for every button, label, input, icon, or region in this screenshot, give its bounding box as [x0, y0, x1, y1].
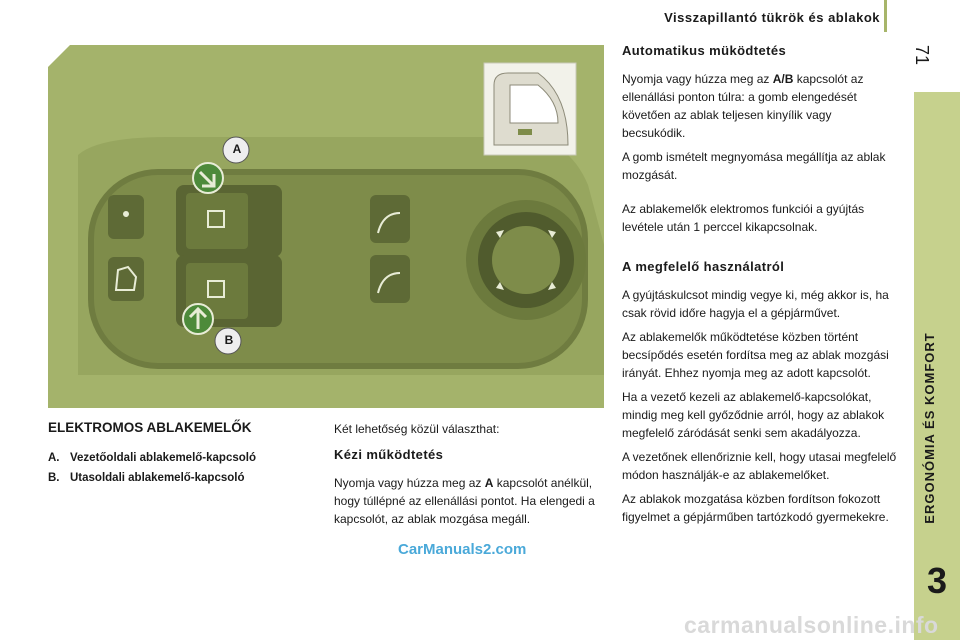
- chapter-number: 3: [926, 560, 948, 601]
- figure-label-b: B: [224, 333, 234, 347]
- figure-label-a: A: [232, 142, 242, 156]
- watermark-carmanualsonline: carmanualsonline.info: [684, 612, 939, 638]
- manual-paragraph: Nyomja vagy húzza meg az A kapcsolót anélkül, hogy túllépné az ellenállási pontot. Ha elengedi a kapcsolót, az ablak mozgása megáll.: [334, 476, 595, 526]
- use-paragraph-2: Az ablakemelők működtetése közben történt becsípődés esetén fordítsa meg az ablak mozgási irányát. Ehhez nyomja meg az adott kapcsolót.: [622, 330, 889, 380]
- auto-heading: Automatikus müködtetés: [622, 43, 787, 58]
- legend-item: [48, 468, 256, 488]
- use-paragraph-4: A vezetőnek ellenőriznie kell, hogy utasai megfelelő módon használják-e az ablakemelőket.: [622, 450, 897, 482]
- right-column: [622, 42, 898, 532]
- use-paragraph-5: Az ablakok mozgatása közben fordítson fokozott figyelmet a gépjárműben tartózkodó gyermekekre.: [622, 492, 889, 524]
- running-header: Visszapillantó tükrök és ablakok: [664, 10, 880, 25]
- legend-text: Utasoldali ablakemelő-kapcsoló: [70, 472, 245, 484]
- auto-paragraph-1: Nyomja vagy húzza meg az A/B kapcsolót az ellenállási ponton túlra: a gomb elengedését követően az ablak teljesen kinyílik vagy becsukódik.: [622, 72, 864, 140]
- middle-column: [334, 420, 599, 534]
- use-paragraph-1: A gyújtáskulcsot mindig vegye ki, még akkor is, ha csak rövid időre hagyja el a gépjárművet.: [622, 288, 889, 320]
- use-heading: A megfelelő használatról: [622, 259, 785, 274]
- section-title: ELEKTROMOS ABLAKEMELŐK: [48, 420, 252, 435]
- intro-text: Két lehetőség közül választhat:: [334, 422, 500, 436]
- watermark-carmanuals2: CarManuals2.com: [398, 541, 527, 558]
- page-number: 71: [912, 44, 932, 66]
- auto-paragraph-2: A gomb ismételt megnyomása megállítja az ablak mozgását.: [622, 150, 886, 182]
- auto-paragraph-3: Az ablakemelők elektromos funkciói a gyújtás levétele után 1 perccel kikapcsolnak.: [622, 202, 865, 234]
- legend-letter: A.: [48, 452, 60, 464]
- chapter-title: ERGONÓMIA ÉS KOMFORT: [922, 332, 937, 524]
- legend-text: Vezetőoldali ablakemelő-kapcsoló: [70, 452, 256, 464]
- header-bar: [884, 0, 887, 32]
- window-switch-illustration: [48, 45, 604, 408]
- figure-legend: [48, 448, 256, 488]
- manual-heading: Kézi működtetés: [334, 447, 444, 462]
- legend-letter: B.: [48, 472, 60, 484]
- legend-item: [48, 448, 256, 468]
- use-paragraph-3: Ha a vezető kezeli az ablakemelő-kapcsolókat, mindig meg kell győződnie arról, hogy az ablakok megfelelő záródását senki sem akadályozza.: [622, 390, 885, 440]
